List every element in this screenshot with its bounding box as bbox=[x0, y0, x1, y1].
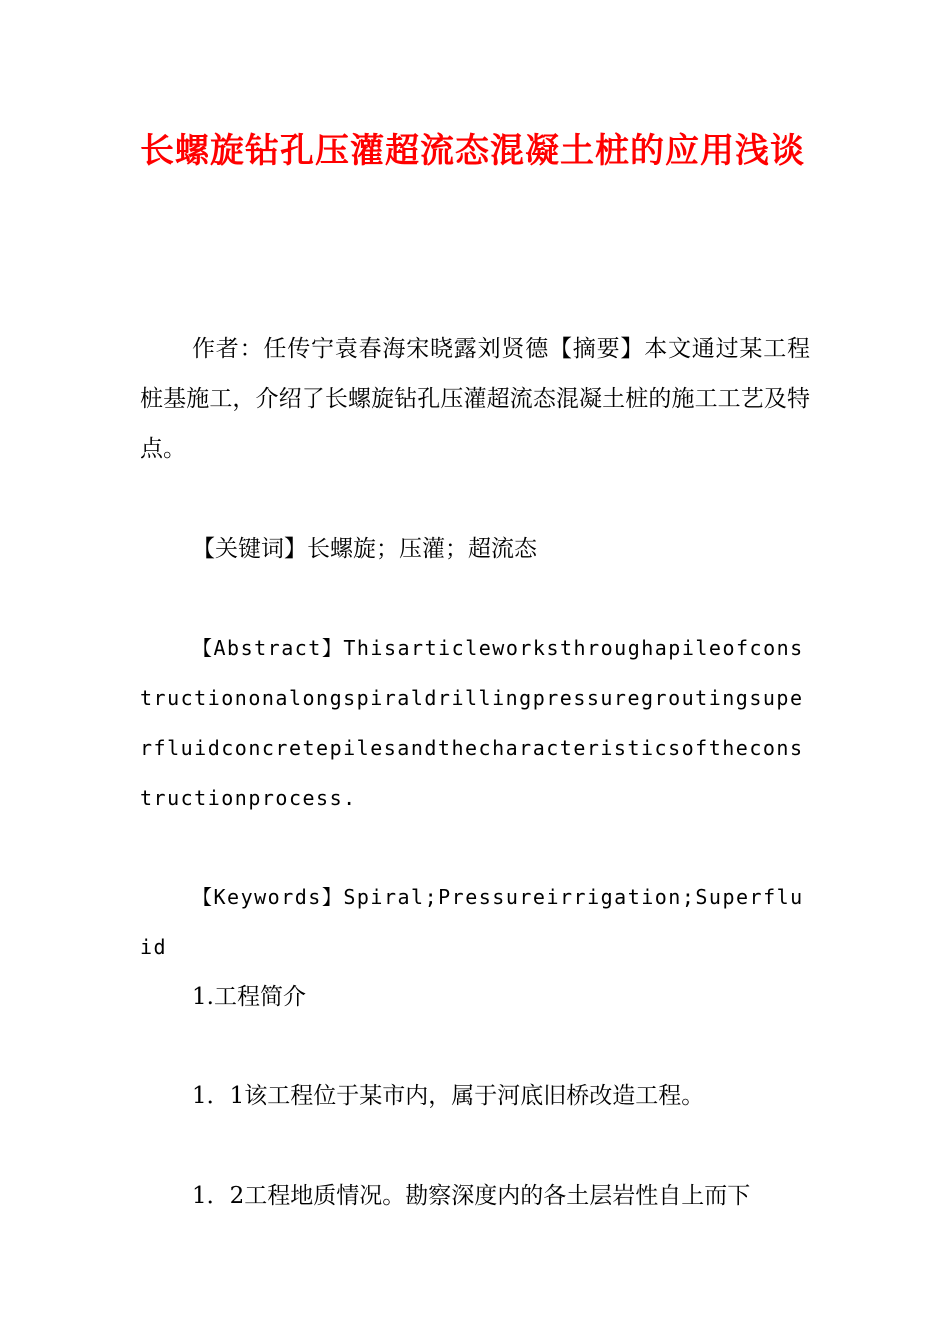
abstract-en-paragraph: 【Abstract】Thisarticleworksthroughapileofconstructiononalongspiraldrillingpressuregroutingsuperfluidconcretepilesandthecharacteristicsoftheconstructionprocess. bbox=[140, 636, 804, 810]
section-heading-1: 1.工程简介 bbox=[192, 984, 306, 1010]
section-1-2-paragraph: 1．2工程地质情况。勘察深度内的各土层岩性自上而下 bbox=[192, 1183, 751, 1209]
keywords-cn-paragraph: 【关键词】长螺旋；压灌；超流态 bbox=[192, 536, 537, 562]
authors-abstract-paragraph: 作者：任传宁袁春海宋晓露刘贤德【摘要】本文通过某工程桩基施工，介绍了长螺旋钻孔压灌超流态混凝土桩的施工工艺及特点。 bbox=[140, 336, 810, 462]
document-title: 长螺旋钻孔压灌超流态混凝土桩的应用浅谈 bbox=[140, 131, 805, 171]
keywords-en-paragraph: 【Keywords】Spiral;Pressureirrigation;Superfluid bbox=[140, 885, 804, 959]
section-1-1-paragraph: 1．1该工程位于某市内，属于河底旧桥改造工程。 bbox=[192, 1083, 705, 1109]
